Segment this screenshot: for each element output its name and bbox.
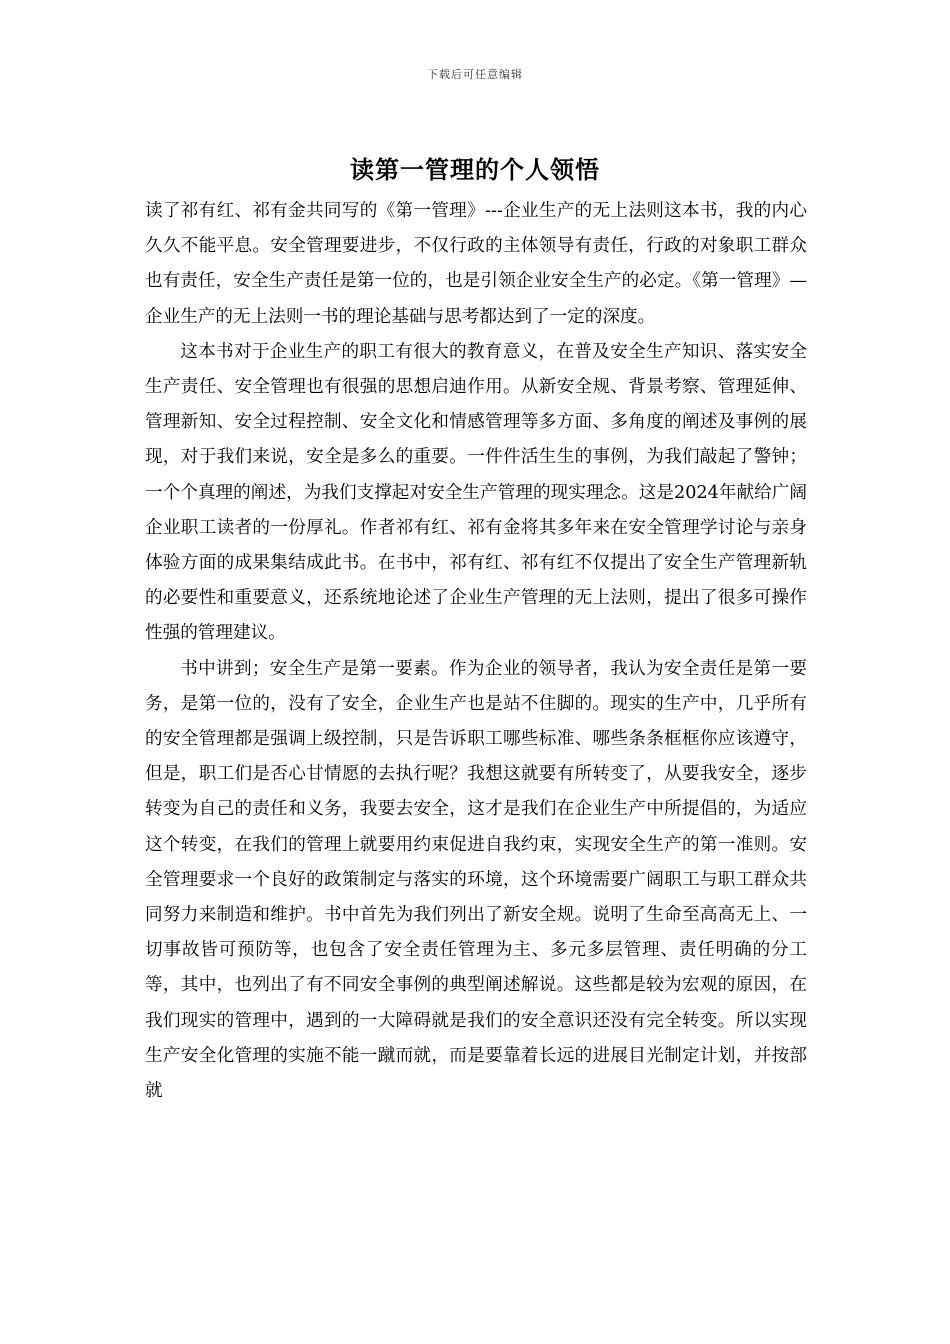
document-title: 读第一管理的个人领悟 bbox=[350, 155, 600, 184]
paragraph: 读了祁有红、祁有金共同写的《第一管理》---企业生产的无上法则这本书，我的内心久久不能平息。安全管理要进步，不仅行政的主体领导有责任，行政的对象职工群众也有责任，安全生产责任是第一位的，也是引领企业安全生产的必定。《第一管理》—企业生产的无上法则一书的理论基础与思考都达到了一定的深度。 bbox=[145, 201, 807, 327]
header-note: 下载后可任意编辑 bbox=[427, 68, 523, 81]
paragraph: 书中讲到；安全生产是第一要素。作为企业的领导者，我认为安全责任是第一要务，是第一位的，没有了安全，企业生产也是站不住脚的。现实的生产中，几乎所有的安全管理都是强调上级控制，只是告诉职工哪些标准、哪些条条框框你应该遵守，但是，职工们是否心甘情愿的去执行呢？我想这就要有所转变了，从要我安全，逐步转变为自己的责任和义务，我要去安全，这才是我们在企业生产中所提倡的，为适应这个转变，在我们的管理上就要用约束促进自我约束，实现安全生产的第一准则。安全管理要求一个良好的政策制定与落实的环境，这个环境需要广阔职工与职工群众共同努力来制造和维护。书中首先为我们列出了新安全规。说明了生命至高高无上、一切事故皆可预防等，也包含了安全责任管理为主、多元多层管理、责任明确的分工等，其中，也列出了有不同安全事例的典型阐述解说。这些都是较为宏观的原因，在我们现实的管理中，遇到的一大障碍就是我们的安全意识还没有完全转变。所以实现生产安全化管理的实施不能一蹴而就，而是要靠着长远的进展目光制定计划，并按部就 bbox=[145, 658, 807, 1102]
document-body bbox=[145, 194, 807, 1109]
paragraph: 这本书对于企业生产的职工有很大的教育意义，在普及安全生产知识、落实安全生产责任、安全管理也有很强的思想启迪作用。从新安全规、背景考察、管理延伸、管理新知、安全过程控制、安全文化和情感管理等多方面、多角度的阐述及事例的展现，对于我们来说，安全是多么的重要。一件件活生生的事例，为我们敲起了警钟；一个个真理的阐述，为我们支撑起对安全生产管理的现实理念。这是2024年献给广阔企业职工读者的一份厚礼。作者祁有红、祁有金将其多年来在安全管理学讨论与亲身体验方面的成果集结成此书。在书中，祁有红、祁有红不仅提出了安全生产管理新轨的必要性和重要意义，还系统地论述了企业生产管理的无上法则，提出了很多可操作性强的管理建议。 bbox=[145, 341, 807, 644]
